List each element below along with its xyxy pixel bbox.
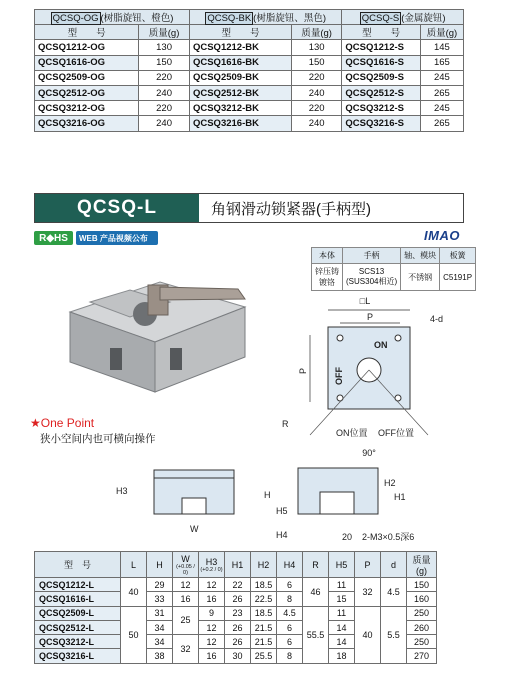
col-P: P	[355, 552, 381, 578]
H1-cell: 23	[225, 606, 251, 620]
col-W: W (+0.05 / 0)	[173, 552, 199, 578]
mass-cell: 240	[139, 116, 190, 131]
mass-cell: 220	[139, 70, 190, 85]
mass-cell: 145	[420, 40, 463, 55]
model-cell: QCSQ1212-BK	[189, 40, 291, 55]
dim-H1: H1	[394, 492, 406, 502]
model-cell: QCSQ2509-BK	[189, 70, 291, 85]
dim-P-vertical: P	[298, 367, 308, 374]
one-point-title: ★One Point	[30, 416, 95, 430]
model-cell: QCSQ3216-L	[35, 649, 121, 663]
dim-H2: H2	[384, 478, 396, 488]
L-cell: 50	[121, 606, 147, 663]
H-cell: 33	[147, 592, 173, 606]
H2-cell: 21.5	[251, 635, 277, 649]
variant-table	[34, 9, 464, 132]
dim-W: W	[190, 524, 199, 534]
mass-cell: 130	[139, 40, 190, 55]
col-L: L	[121, 552, 147, 578]
mass-cell: 130	[291, 40, 341, 55]
variant-row	[35, 40, 464, 55]
col-model: 型 号	[35, 552, 121, 578]
col-mass: 质量(g)	[139, 25, 190, 40]
dim-H4: H4	[276, 530, 288, 540]
model-cell: QCSQ1616-BK	[189, 55, 291, 70]
col-d: d	[381, 552, 407, 578]
variant-row	[35, 85, 464, 100]
H3-cell: 16	[199, 649, 225, 663]
d-cell: 5.5	[381, 606, 407, 663]
web-video-badge[interactable]: WEB 产品视频公布	[76, 231, 158, 245]
dim-H: H	[264, 490, 271, 500]
col-model: 型 号	[35, 25, 139, 40]
on-position-label: ON位置	[336, 428, 368, 438]
group-header-s: QCSQ-S (金属旋钮)	[342, 10, 464, 25]
mass-cell: 160	[407, 592, 437, 606]
H2-cell: 18.5	[251, 606, 277, 620]
mat-header-spring: 板簧	[440, 248, 476, 264]
H5-cell: 14	[329, 620, 355, 634]
product-name: 角钢滑动锁紧器(手柄型)	[199, 194, 463, 222]
col-H2: H2	[251, 552, 277, 578]
H5-cell: 18	[329, 649, 355, 663]
brand-logo: IMAO	[424, 228, 460, 243]
mass-cell: 245	[420, 101, 463, 116]
H3-cell: 12	[199, 578, 225, 592]
model-cell: QCSQ1616-S	[342, 55, 420, 70]
H3-cell: 12	[199, 635, 225, 649]
H5-cell: 11	[329, 578, 355, 592]
label-on: ON	[374, 340, 388, 350]
model-cell: QCSQ1212-OG	[35, 40, 139, 55]
H1-cell: 26	[225, 592, 251, 606]
W-cell: 25	[173, 606, 199, 635]
R-cell: 46	[303, 578, 329, 607]
H1-cell: 26	[225, 635, 251, 649]
H3-cell: 16	[199, 592, 225, 606]
dimension-row	[35, 578, 437, 592]
model-cell: QCSQ3216-S	[342, 116, 420, 131]
mass-cell: 240	[139, 85, 190, 100]
H1-cell: 26	[225, 620, 251, 634]
model-cell: QCSQ1616-OG	[35, 55, 139, 70]
H5-cell: 15	[329, 592, 355, 606]
group-header-bk: QCSQ-BK (树脂旋钮、黑色)	[189, 10, 341, 25]
col-H: H	[147, 552, 173, 578]
model-cell: QCSQ2512-S	[342, 85, 420, 100]
col-H4: H4	[277, 552, 303, 578]
angle-label: 90°	[362, 448, 376, 458]
H-cell: 34	[147, 635, 173, 649]
mass-cell: 150	[407, 578, 437, 592]
col-mass: 质量(g)	[420, 25, 463, 40]
P-cell: 40	[355, 606, 381, 663]
top-view-drawing	[270, 290, 480, 462]
mat-header-handle: 手柄	[343, 248, 401, 264]
H4-cell: 8	[277, 649, 303, 663]
mat-body: 锌压铸 镀铬	[312, 264, 343, 291]
mass-cell: 240	[291, 85, 341, 100]
rohs-badge: R◆HS	[34, 231, 73, 245]
variant-row	[35, 101, 464, 116]
one-point-desc: 狭小空间内也可横向操作	[40, 433, 156, 445]
H1-cell: 30	[225, 649, 251, 663]
mass-cell: 165	[420, 55, 463, 70]
mass-cell: 260	[407, 620, 437, 634]
P-cell: 32	[355, 578, 381, 607]
H4-cell: 8	[277, 592, 303, 606]
col-model: 型 号	[189, 25, 291, 40]
variant-row	[35, 70, 464, 85]
model-cell: QCSQ3216-BK	[189, 116, 291, 131]
product-photo	[50, 252, 270, 412]
mass-cell: 250	[407, 635, 437, 649]
H4-cell: 6	[277, 620, 303, 634]
model-cell: QCSQ1212-S	[342, 40, 420, 55]
H5-cell: 14	[329, 635, 355, 649]
mass-cell: 240	[291, 116, 341, 131]
H-cell: 31	[147, 606, 173, 620]
model-cell: QCSQ2512-OG	[35, 85, 139, 100]
H-cell: 29	[147, 578, 173, 592]
H1-cell: 22	[225, 578, 251, 592]
H4-cell: 4.5	[277, 606, 303, 620]
mat-spring: C5191P	[440, 264, 476, 291]
dim-H5: H5	[276, 506, 288, 516]
dim-P: P	[366, 312, 374, 322]
model-cell: QCSQ2512-L	[35, 620, 121, 634]
dim-20: 20	[342, 532, 353, 542]
L-cell: 40	[121, 578, 147, 607]
col-R: R	[303, 552, 329, 578]
model-cell: QCSQ2512-BK	[189, 85, 291, 100]
col-model: 型 号	[342, 25, 420, 40]
H2-cell: 25.5	[251, 649, 277, 663]
product-code: QCSQ-L	[35, 194, 199, 222]
group-header-og: QCSQ-OG (树脂旋钮、橙色)	[35, 10, 190, 25]
col-H5: H5	[329, 552, 355, 578]
mat-shaft: 不锈钢	[401, 264, 440, 291]
dim-L: □L	[359, 296, 371, 306]
product-title-bar	[34, 193, 464, 223]
col-H3: H3 (+0.2 / 0)	[199, 552, 225, 578]
model-cell: QCSQ3212-S	[342, 101, 420, 116]
H3-cell: 9	[199, 606, 225, 620]
mat-header-shaft: 轴、模块	[401, 248, 440, 264]
model-cell: QCSQ3212-L	[35, 635, 121, 649]
model-cell: QCSQ3216-OG	[35, 116, 139, 131]
off-position-label: OFF位置	[378, 428, 414, 438]
W-cell: 12	[173, 578, 199, 592]
W-cell: 16	[173, 592, 199, 606]
dim-R: R	[282, 419, 289, 429]
H2-cell: 18.5	[251, 578, 277, 592]
mass-cell: 270	[407, 649, 437, 663]
model-cell: QCSQ2509-S	[342, 70, 420, 85]
col-H1: H1	[225, 552, 251, 578]
R-cell: 55.5	[303, 606, 329, 663]
dimension-row	[35, 606, 437, 620]
model-cell: QCSQ3212-OG	[35, 101, 139, 116]
mass-cell: 265	[420, 116, 463, 131]
model-cell: QCSQ2509-L	[35, 606, 121, 620]
H3-cell: 12	[199, 620, 225, 634]
col-mass: 质量 (g)	[407, 552, 437, 578]
dim-H3: H3	[116, 486, 128, 496]
variant-row	[35, 55, 464, 70]
material-table	[311, 247, 476, 291]
mass-cell: 150	[291, 55, 341, 70]
label-off: OFF	[334, 367, 344, 385]
side-view-drawing	[258, 462, 415, 548]
dimension-table	[34, 551, 437, 664]
model-cell: QCSQ3212-BK	[189, 101, 291, 116]
W-cell: 32	[173, 635, 199, 664]
model-cell: QCSQ1212-L	[35, 578, 121, 592]
variant-row	[35, 116, 464, 131]
H-cell: 34	[147, 620, 173, 634]
model-cell: QCSQ2509-OG	[35, 70, 139, 85]
model-cell: QCSQ1616-L	[35, 592, 121, 606]
col-mass: 质量(g)	[291, 25, 341, 40]
mass-cell: 265	[420, 85, 463, 100]
mass-cell: 150	[139, 55, 190, 70]
mat-handle: SCS13 (SUS304相近)	[343, 264, 401, 291]
H2-cell: 22.5	[251, 592, 277, 606]
H2-cell: 21.5	[251, 620, 277, 634]
H5-cell: 11	[329, 606, 355, 620]
tap-label: 2-M3×0.5深6	[362, 532, 415, 542]
H-cell: 38	[147, 649, 173, 663]
H4-cell: 6	[277, 635, 303, 649]
mass-cell: 220	[291, 70, 341, 85]
mass-cell: 220	[139, 101, 190, 116]
d-cell: 4.5	[381, 578, 407, 607]
front-view-drawing	[110, 462, 240, 542]
mat-header-body: 本体	[312, 248, 343, 264]
mass-cell: 245	[420, 70, 463, 85]
mass-cell: 220	[291, 101, 341, 116]
H4-cell: 6	[277, 578, 303, 592]
dim-d: 4-d	[430, 314, 444, 324]
mass-cell: 250	[407, 606, 437, 620]
